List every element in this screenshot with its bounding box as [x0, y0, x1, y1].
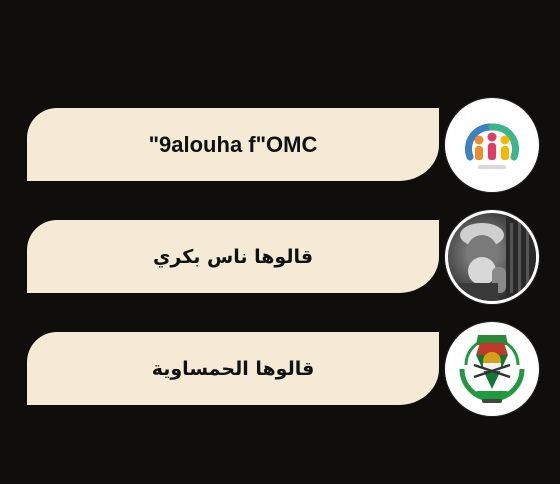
emblem-seal-icon — [445, 322, 539, 416]
quote-pill-label: قالوها الحمساوية — [151, 357, 315, 380]
quote-pill-button[interactable] — [27, 220, 439, 293]
quote-pill-button[interactable] — [27, 332, 439, 405]
quote-pill-button[interactable] — [27, 108, 439, 181]
quote-item-hamsawiya[interactable] — [27, 321, 540, 417]
quote-pill-label: قالوها ناس بكري — [152, 245, 314, 268]
quote-pill-label: "9alouha f"OMC — [148, 131, 318, 157]
quote-item-old-people[interactable] — [27, 209, 540, 305]
old-man-photo-icon — [445, 210, 539, 304]
colorful-people-logo-icon — [445, 98, 539, 192]
quote-item-omc[interactable] — [27, 97, 540, 193]
